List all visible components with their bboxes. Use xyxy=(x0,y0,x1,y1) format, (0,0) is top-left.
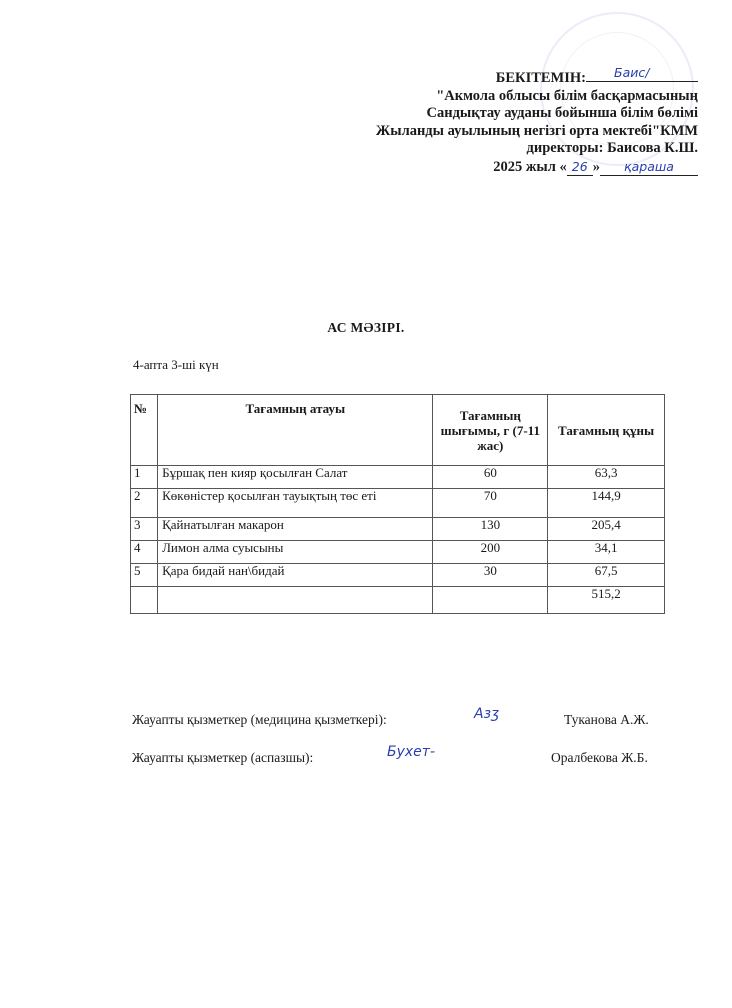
medic-name: Туканова А.Ж. xyxy=(564,712,649,727)
table-row xyxy=(131,541,665,564)
row-yield: 70 xyxy=(433,489,548,518)
row-num: 2 xyxy=(131,489,158,518)
table-total-row xyxy=(131,587,665,614)
header-num: № xyxy=(131,395,158,466)
cook-signature: Бухет- xyxy=(387,744,435,760)
table-row xyxy=(131,564,665,587)
signature-row-medic xyxy=(132,706,672,736)
medic-label: Жауапты қызметкер (медицина қызметкері): xyxy=(132,712,387,727)
signature-row-cook xyxy=(132,744,672,774)
total-empty-name xyxy=(158,587,433,614)
date-month: қараша xyxy=(600,158,698,177)
week-day-label: 4-апта 3-ші күн xyxy=(133,357,219,372)
total-price: 515,2 xyxy=(548,587,665,614)
row-price: 63,3 xyxy=(548,466,665,489)
row-price: 144,9 xyxy=(548,489,665,518)
total-empty-yield xyxy=(433,587,548,614)
table-header-row xyxy=(131,395,665,466)
row-name: Бұршақ пен кияр қосылған Салат xyxy=(158,466,433,489)
approval-date-line xyxy=(376,158,698,177)
row-yield: 60 xyxy=(433,466,548,489)
header-yield: Тағамның шығымы, г (7-11 жас) xyxy=(433,395,548,466)
row-name: Лимон алма суысыны xyxy=(158,541,433,564)
row-num: 1 xyxy=(131,466,158,489)
approval-block xyxy=(375,65,698,176)
date-day: 26 xyxy=(567,158,593,177)
approval-heading-line xyxy=(376,65,698,88)
row-num: 5 xyxy=(131,564,158,587)
medic-signature: Азӡ xyxy=(474,706,500,722)
menu-table xyxy=(130,394,665,614)
row-yield: 200 xyxy=(433,541,548,564)
cook-label: Жауапты қызметкер (аспазшы): xyxy=(132,750,314,765)
table-row xyxy=(131,489,665,518)
approval-line-3: Жыланды ауылының негізгі орта мектебі"КММ xyxy=(375,122,698,139)
director-signature: Баис/ xyxy=(614,65,650,80)
approval-heading: БЕКІТЕМІН: xyxy=(495,70,586,86)
row-price: 67,5 xyxy=(548,564,665,587)
row-name: Қайнатылған макарон xyxy=(158,518,433,541)
date-prefix: 2025 жыл « xyxy=(493,158,567,175)
row-num: 3 xyxy=(131,518,158,541)
header-price: Тағамның құны xyxy=(548,395,665,466)
row-name: Көкөністер қосылған тауықтың төс еті xyxy=(158,489,433,518)
document-title: АС МӘЗІРІ. xyxy=(327,320,405,335)
header-name: Тағамның атауы xyxy=(158,395,433,466)
approval-line-1: "Акмола облысы білім басқармасының xyxy=(436,87,698,104)
approval-line-2: Сандықтау ауданы бойынша білім бөлімі xyxy=(426,105,698,121)
table-row xyxy=(131,466,665,489)
cook-name: Оралбекова Ж.Б. xyxy=(551,750,648,765)
approval-line-4: директоры: Баисова К.Ш. xyxy=(526,140,698,156)
total-empty-num xyxy=(131,587,158,614)
row-num: 4 xyxy=(131,541,158,564)
row-price: 34,1 xyxy=(548,541,665,564)
director-signature-line xyxy=(586,65,698,82)
row-name: Қара бидай нан\бидай xyxy=(158,564,433,587)
row-yield: 30 xyxy=(433,564,548,587)
row-price: 205,4 xyxy=(548,518,665,541)
table-row xyxy=(131,518,665,541)
row-yield: 130 xyxy=(433,518,548,541)
date-mid: » xyxy=(592,158,600,175)
